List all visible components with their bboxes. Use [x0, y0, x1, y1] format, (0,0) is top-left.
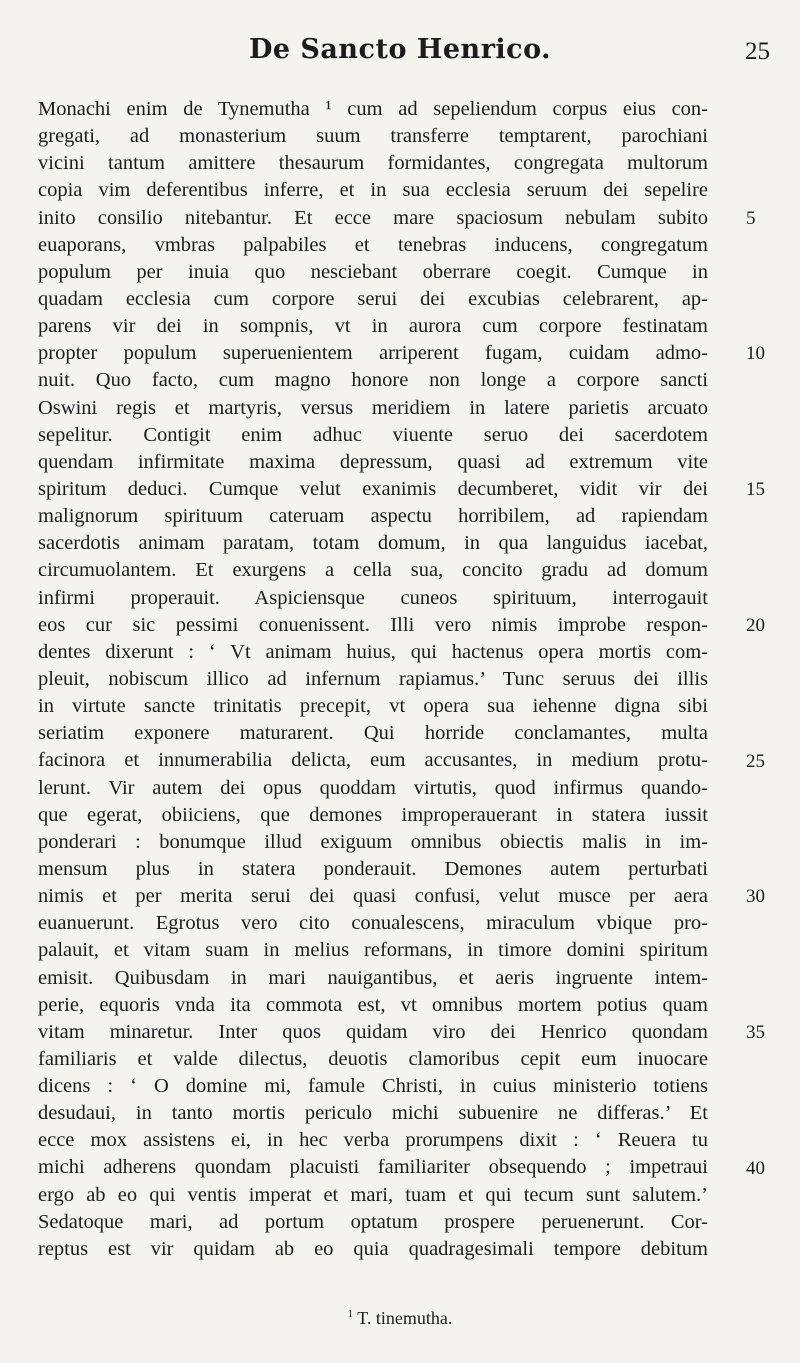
text-line: ecce mox assistens ei, in hec verba prorumpens dixit : ‘ Reuera tu [38, 1129, 708, 1152]
text-line: ponderari : bonumque illud exiguum omnibus obiectis malis in im- [38, 830, 708, 853]
footnote-text: T. tinemutha. [357, 1308, 453, 1328]
text-line: vicini tantum amittere thesaurum formidantes, congregata multorum [38, 152, 708, 175]
text-line: in virtute sancte trinitatis precepit, vt opera sua iehenne digna sibi [38, 695, 708, 718]
line-number: 40 [746, 1157, 765, 1179]
text-line: parens vir dei in sompnis, vt in aurora cum corpore festinatam [38, 315, 708, 338]
text-line: spiritum deduci. Cumque velut exanimis decumberet, vidit vir dei [38, 477, 708, 500]
text-line: ergo ab eo qui ventis imperat et mari, tuam et qui tecum sunt salutem.’ [38, 1183, 708, 1206]
text-line: lerunt. Vir autem dei opus quoddam virtutis, quod infirmus quando- [38, 776, 708, 799]
line-number: 5 [746, 207, 756, 229]
text-line: infirmi properauit. Aspiciensque cuneos spirituum, interrogauit [38, 586, 708, 609]
text-line: nuit. Quo facto, cum magno honore non longe a corpore sancti [38, 369, 708, 392]
text-line: inito consilio nitebantur. Et ecce mare spaciosum nebulam subito [38, 206, 708, 229]
text-line: propter populum superuenientem arriperent fugam, cuidam admo- [38, 342, 708, 365]
text-line: dicens : ‘ O domine mi, famule Christi, in cuius ministerio totiens [38, 1075, 708, 1098]
text-line: seriatim exponere maturarent. Qui horride conclamantes, multa [38, 722, 708, 745]
body-text [38, 96, 765, 1263]
text-line: circumuolantem. Et exurgens a cella sua, concito gradu ad domum [38, 559, 708, 582]
running-title: De Sancto Henrico. [248, 34, 552, 65]
text-line: populum per inuia quo nesciebant oberrare coegit. Cumque in [38, 260, 708, 283]
page-number: 25 [745, 38, 770, 65]
text-line: copia vim deferentibus inferre, et in sua ecclesia seruum dei sepelire [38, 179, 708, 202]
text-line: michi adherens quondam placuisti familiariter obsequendo ; impetraui [38, 1156, 708, 1179]
line-number: 20 [746, 614, 765, 636]
text-line: sacerdotis animam paratam, totam domum, in qua languidus iacebat, [38, 532, 708, 555]
page-header [0, 34, 800, 84]
text-line: euanuerunt. Egrotus vero cito conualescens, miraculum vbique pro- [38, 912, 708, 935]
text-line: Monachi enim de Tynemutha ¹ cum ad sepeliendum corpus eius con- [38, 98, 708, 120]
text-line: desudaui, in tanto mortis periculo michi subuenire ne differas.’ Et [38, 1102, 708, 1125]
text-line: emisit. Quibusdam in mari nauigantibus, et aeris ingruente intem- [38, 966, 708, 989]
text-line: familiaris et valde dilectus, deuotis clamoribus cepit eum inuocare [38, 1047, 708, 1070]
text-line: sepelitur. Contigit enim adhuc viuente seruo dei sacerdotem [38, 423, 708, 446]
text-line: Sedatoque mari, ad portum optatum prospere peruenerunt. Cor- [38, 1210, 708, 1233]
text-line: facinora et innumerabilia delicta, eum accusantes, in medium protu- [38, 749, 708, 772]
line-number: 10 [746, 343, 765, 365]
line-number: 25 [746, 750, 765, 772]
text-line: que egerat, obiiciens, que demones improperauerant in statera iussit [38, 803, 708, 826]
text-line: palauit, et vitam suam in melius reformans, in timore domini spiritum [38, 939, 708, 962]
text-line: pleuit, nobiscum illico ad infernum rapiamus.’ Tunc seruus dei illis [38, 667, 708, 690]
text-line: gregati, ad monasterium suum transferre temptarent, parochiani [38, 125, 708, 148]
text-line: quadam ecclesia cum corpore serui dei excubias celebrarent, ap- [38, 287, 708, 310]
text-line: reptus est vir quidam ab eo quia quadragesimali tempore debitum [38, 1237, 708, 1260]
text-line: vitam minaretur. Inter quos quidam viro dei Henrico quondam [38, 1020, 708, 1043]
text-line: malignorum spirituum cateruam aspectu horribilem, ad rapiendam [38, 505, 708, 528]
footnote-marker: 1 [347, 1308, 354, 1320]
footnote [0, 1308, 800, 1329]
text-line: dentes dixerunt : ‘ Vt animam huius, qui hactenus opera mortis com- [38, 640, 708, 663]
line-number: 30 [746, 886, 765, 908]
text-line: mensum plus in statera ponderauit. Demones autem perturbati [38, 857, 708, 880]
line-number: 15 [746, 479, 765, 501]
text-line: nimis et per merita serui dei quasi confusi, velut musce per aera [38, 885, 708, 908]
text-line: eos cur sic pessimi conuenissent. Illi vero nimis improbe respon- [38, 613, 708, 636]
text-line: Oswini regis et martyris, versus meridiem in latere parietis arcuato [38, 396, 708, 419]
text-line: quendam infirmitate maxima depressum, quasi ad extremum vite [38, 450, 708, 473]
text-line: euaporans, vmbras palpabiles et tenebras inducens, congregatum [38, 233, 708, 256]
line-number: 35 [746, 1022, 765, 1044]
text-line: perie, equoris vnda ita commota est, vt omnibus mortem potius quam [38, 993, 708, 1016]
